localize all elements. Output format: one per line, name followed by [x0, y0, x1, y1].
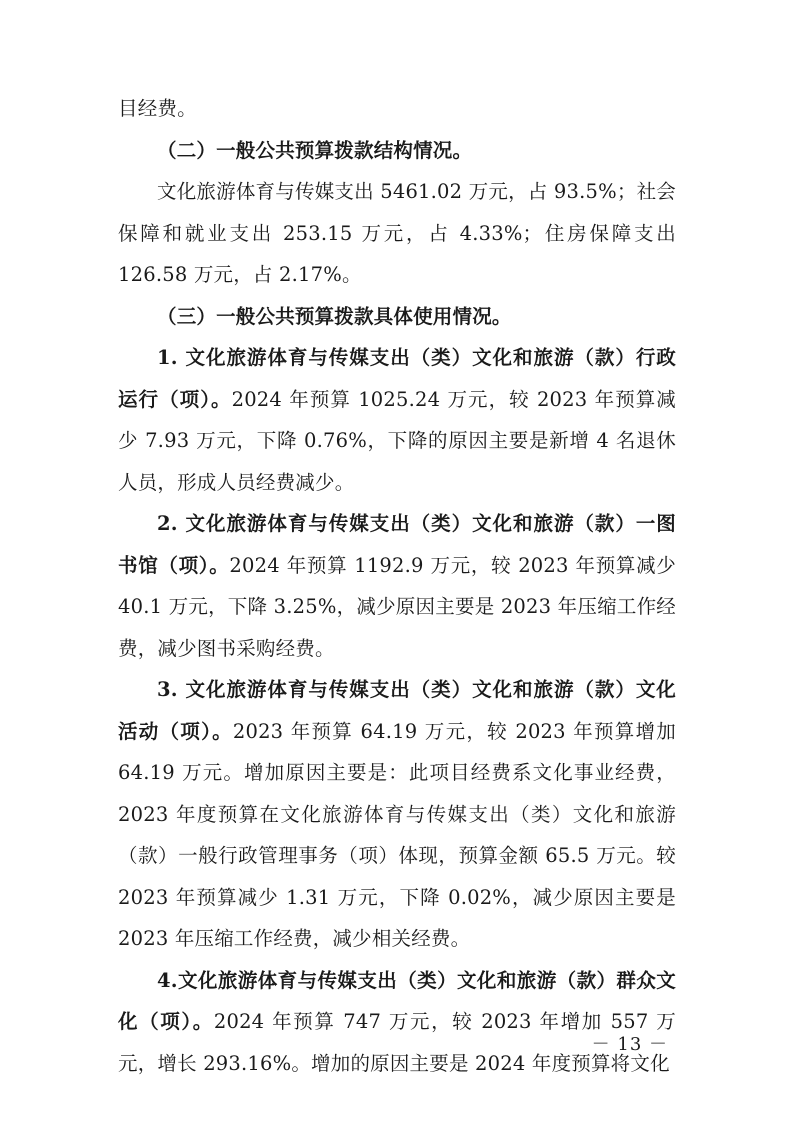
- paragraph-item-one: [118, 337, 676, 503]
- item-title: 1. 文化旅游体育与传媒支出（类）文化和旅游（款）行政运行（项）。: [118, 346, 676, 411]
- paragraph-text: 文化旅游体育与传媒支出 5461.02 万元，占 93.5%；社会保障和就业支出 253.15 万元，占 4.33%；住房保障支出 126.58 万元，占 2.17%。: [118, 180, 676, 286]
- paragraph-text: 2024 年预算 1192.9 万元，较 2023 年预算减少 40.1 万元，下降 3.25%，减少原因主要是 2023 年压缩工作经费，减少图书采购经费。: [118, 553, 676, 660]
- paragraph-item-three: [118, 669, 676, 960]
- paragraph-item-four: [118, 960, 676, 1085]
- paragraph-budget-structure: [118, 171, 676, 296]
- page-number: － 13 －: [591, 1034, 668, 1055]
- section-heading-text: （二）一般公共预算拨款结构情况。: [157, 138, 473, 162]
- paragraph-text: 2023 年预算 64.19 万元，较 2023 年预算增加 64.19 万元。增加原因主要是：此项目经费系文化事业经费，2023 年度预算在文化旅游体育与传媒支出（类）文化和旅游（款）一般行政管理事务（项）体现，预算金额 65.5 万元。较 2023 年预算减少 1.31 万元，下降 0.02%，减少原因主要是 2023 年压缩工作经费，减少相关经费。: [118, 719, 676, 950]
- section-heading-two: [118, 130, 676, 172]
- paragraph-text: 目经费。: [118, 97, 197, 120]
- paragraph-text: 2024 年预算 1025.24 万元，较 2023 年预算减少 7.93 万元，下降 0.76%，下降的原因主要是新增 4 名退休人员，形成人员经费减少。: [118, 387, 676, 494]
- section-heading-three: [118, 296, 676, 338]
- paragraph-item-two: [118, 503, 676, 669]
- paragraph-continuation: [118, 88, 676, 130]
- item-title: 3. 文化旅游体育与传媒支出（类）文化和旅游（款）文化活动（项）。: [118, 678, 676, 743]
- document-body: [118, 88, 676, 1084]
- section-heading-text: （三）一般公共预算拨款具体使用情况。: [157, 304, 512, 328]
- item-title: 2. 文化旅游体育与传媒支出（类）文化和旅游（款）一图书馆（项）。: [118, 512, 676, 577]
- paragraph-text: 2024 年预算 747 万元，较 2023 年增加 557 万元，增长 293.16%。增加的原因主要是 2024 年度预算将文化: [118, 1010, 676, 1075]
- item-title: 4.文化旅游体育与传媒支出（类）文化和旅游（款）群众文化（项）。: [118, 968, 676, 1033]
